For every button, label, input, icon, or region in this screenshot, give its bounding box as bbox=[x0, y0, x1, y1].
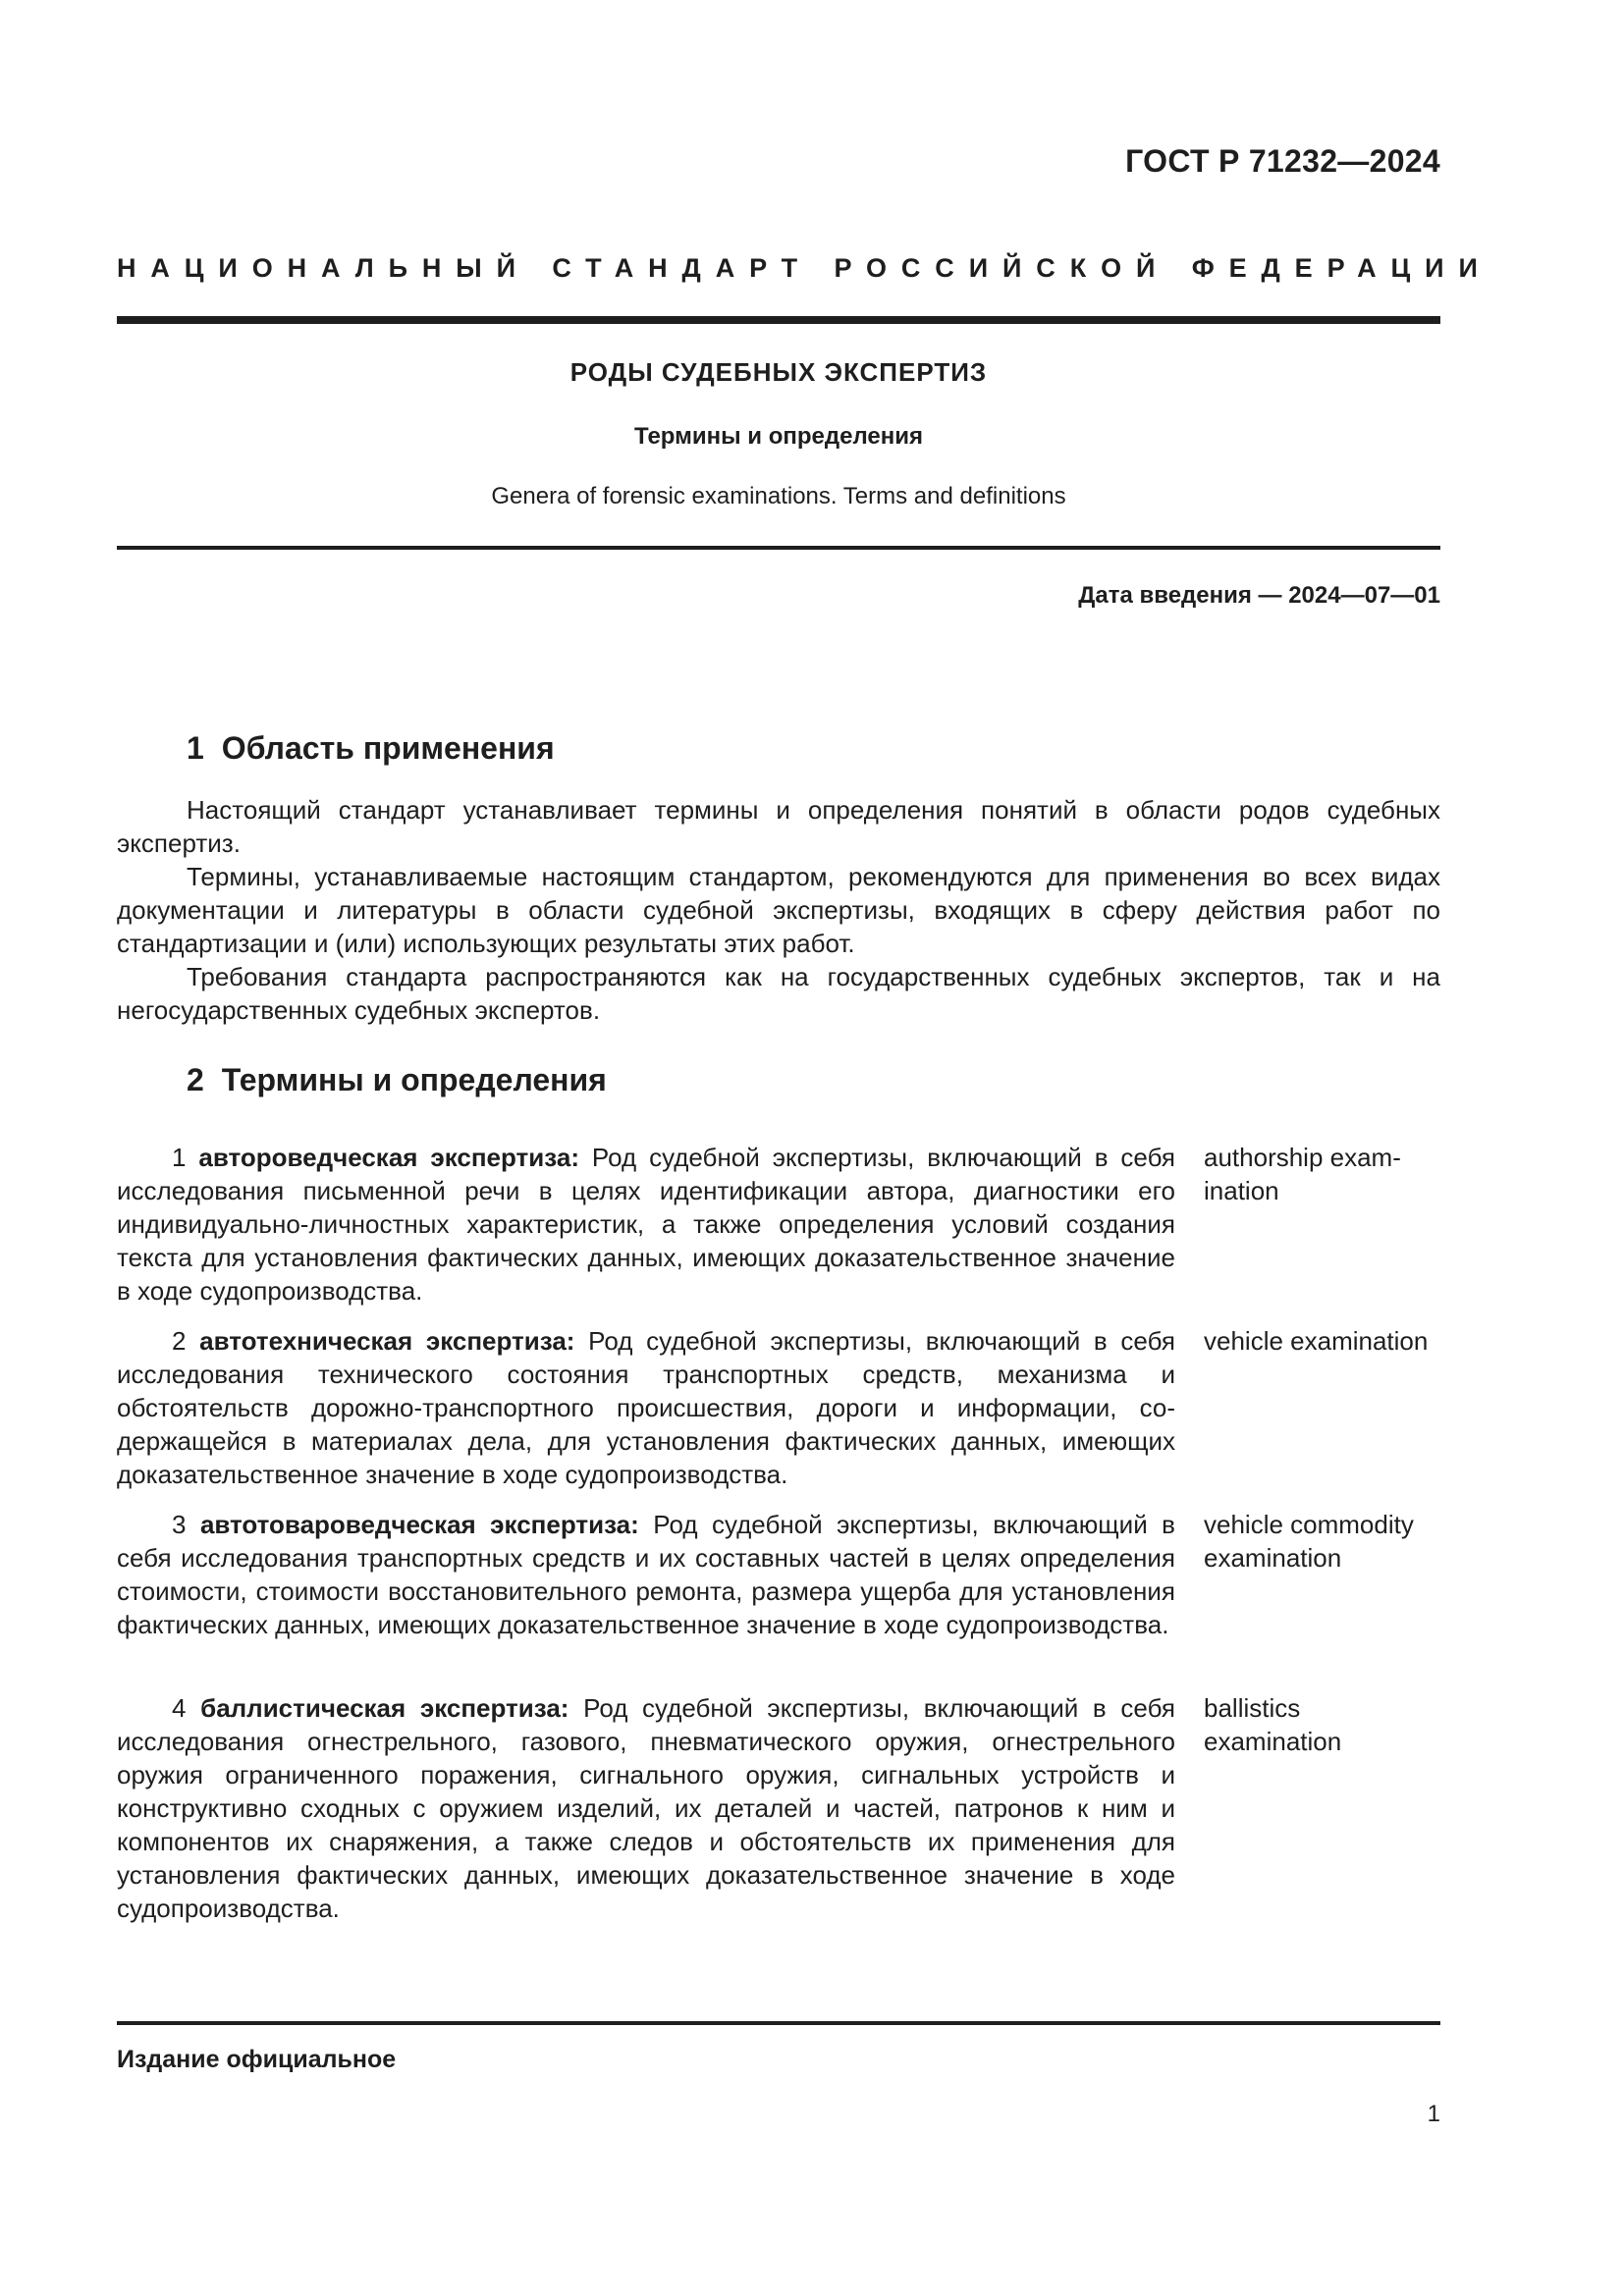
scope-paragraph: Термины, устанавливаемые настоящим стандартом, рекомендуются для применения во всех видах документации и литературы в области судебной экспертизы, входящих в сферу действия работ по стандартизации и (или) использующих результаты этих работ. bbox=[117, 862, 1440, 958]
section-1-body bbox=[117, 793, 1440, 1027]
term-definition-text: Род судебной экспертизы, включающий в себя исследования технического состояния транспортных средств, механизма и обстоятельств дорожно-транспортного происшествия, дороги и информации, содержащейся в материалах дела, для установления фактических данных, имеющих доказательственное значение в ходе судопроизводства. bbox=[117, 1326, 1175, 1489]
scope-paragraph: Требования стандарта распространяются как на государственных судебных экспертов, так и на негосударственных судебных экспертов. bbox=[117, 962, 1440, 1025]
term-entry bbox=[117, 1141, 1446, 1308]
term-definition-text: Род судебной экспертизы, включающий в себя исследования письменной речи в целях идентификации автора, диагностики его индивидуально-личностных характеристик, а также определения условий создания текста для установления фактических данных, имеющих доказательственное значение в ходе судопроизводства. bbox=[117, 1143, 1175, 1306]
term-name: автотовароведческая экспертиза: bbox=[199, 1510, 639, 1539]
scope-paragraph: Настоящий стандарт устанавливает термины и определения понятий в области родов судебных экспертиз. bbox=[117, 795, 1440, 858]
section-2-number: 2 bbox=[187, 1062, 204, 1097]
term-english-equivalent: ballistics examination bbox=[1204, 1693, 1342, 1756]
term-entry bbox=[117, 1324, 1446, 1491]
document-subtitle: Термины и определения bbox=[633, 423, 924, 450]
national-standard-banner: НАЦИОНАЛЬНЫЙ СТАНДАРТ РОССИЙСКОЙ ФЕДЕРАЦИИ bbox=[117, 253, 1492, 283]
header-rule bbox=[117, 316, 1440, 324]
term-definition bbox=[117, 1324, 1175, 1491]
official-edition-label: Издание официальное bbox=[117, 2046, 397, 2073]
term-definition bbox=[117, 1508, 1175, 1641]
page-number: 1 bbox=[1427, 2101, 1440, 2127]
document-title: РОДЫ СУДЕБНЫХ ЭКСПЕРТИЗ bbox=[569, 357, 988, 387]
term-definition-text: Род судебной экспертизы, включающий в себя исследования огнестрельного, газового, пневматического оружия, огнестрельного оружия ограниченного поражения, сигнального оружия, сигнальных устройств и конструктивно сходных с оружием изделий, их деталей и частей, патронов к ним и компонентов их снаряжения, а также следов и обстоятельств их применения для установления фактических данных, имеющих доказательственное значение в ходе судопроизводства. bbox=[117, 1693, 1175, 1923]
term-entry bbox=[117, 1508, 1446, 1641]
section-2-heading bbox=[187, 1062, 607, 1098]
term-number: 1 bbox=[172, 1143, 187, 1172]
term-definition bbox=[117, 1691, 1175, 1925]
term-definition bbox=[117, 1141, 1175, 1308]
term-definition-text: Род судебной экспертизы, включающий в себя исследования транспортных средств и их составных частей в целях определения стоимости, стоимости восстановительного ремонта, размера ущерба для установления фактических данных, имеющих доказательственное значение в ходе судопроизводства. bbox=[117, 1510, 1175, 1639]
term-english-equivalent: vehicle commodity examination bbox=[1204, 1510, 1414, 1573]
term-name: автотехническая экспертиза: bbox=[199, 1326, 575, 1356]
section-2-title: Термины и определения bbox=[221, 1062, 607, 1097]
title-rule bbox=[117, 546, 1440, 550]
document-code: ГОСТ Р 71232—2024 bbox=[1125, 143, 1440, 179]
term-number: 4 bbox=[172, 1693, 187, 1723]
introduction-date: Дата введения — 2024—07—01 bbox=[1078, 582, 1440, 609]
english-title: Genera of forensic examinations. Terms and definitions bbox=[491, 483, 1066, 509]
term-english-equivalent: authorship exam- ination bbox=[1204, 1143, 1401, 1205]
footer-rule bbox=[117, 2021, 1440, 2025]
term-entry bbox=[117, 1691, 1446, 1925]
term-english-equivalent: vehicle examination bbox=[1204, 1326, 1429, 1356]
section-1-number: 1 bbox=[187, 730, 204, 766]
term-number: 2 bbox=[172, 1326, 187, 1356]
term-number: 3 bbox=[172, 1510, 187, 1539]
term-name: автороведческая экспертиза: bbox=[198, 1143, 579, 1172]
section-1-heading bbox=[187, 730, 555, 767]
section-1-title: Область применения bbox=[221, 730, 555, 766]
term-name: баллистическая экспертиза: bbox=[200, 1693, 569, 1723]
